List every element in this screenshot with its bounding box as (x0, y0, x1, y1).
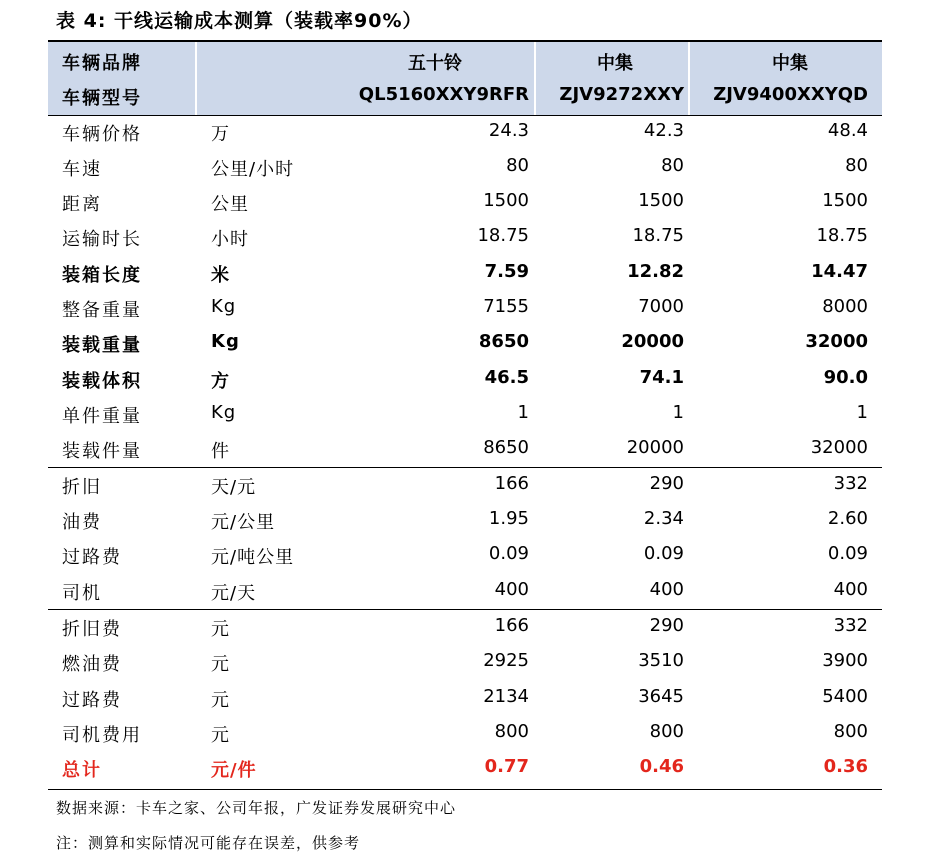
row-value-2: 74.1 (639, 367, 684, 388)
table-row (48, 397, 882, 432)
header-model-3: ZJV9400XXYQD (713, 84, 868, 105)
row-value-3: 5400 (822, 686, 868, 707)
row-value-1: 7155 (483, 296, 529, 317)
row-name: 司机费用 (62, 725, 142, 746)
table-row (48, 115, 882, 150)
row-value-2: 3510 (638, 650, 684, 671)
total-value-1: 0.77 (484, 756, 529, 777)
row-unit: 元 (211, 690, 230, 711)
header-model-2: ZJV9272XXY (559, 84, 684, 105)
row-unit: 公里/小时 (211, 159, 295, 180)
header-brand-label: 车辆品牌 (62, 53, 142, 74)
row-value-3: 2.60 (827, 508, 868, 529)
table-row (48, 256, 882, 291)
row-unit: 元/天 (211, 583, 257, 604)
row-value-3: 400 (833, 579, 868, 600)
row-unit: 公里 (211, 194, 249, 215)
table-row (48, 150, 882, 185)
row-name: 车速 (62, 159, 102, 180)
row-value-1: 24.3 (488, 120, 529, 141)
row-value-3: 1500 (822, 190, 868, 211)
row-unit: 小时 (211, 229, 249, 250)
row-value-3: 0.09 (827, 543, 868, 564)
row-value-1: 800 (494, 721, 529, 742)
row-value-2: 1 (672, 402, 684, 423)
row-unit: Kg (211, 296, 237, 317)
row-value-3: 80 (845, 155, 868, 176)
row-value-3: 18.75 (816, 225, 868, 246)
row-value-2: 18.75 (632, 225, 684, 246)
row-unit: 万 (211, 124, 230, 145)
row-unit: 元/公里 (211, 512, 276, 533)
row-value-2: 290 (649, 473, 684, 494)
row-name: 折旧 (62, 477, 102, 498)
table-row (48, 538, 882, 573)
row-value-3: 332 (833, 615, 868, 636)
total-value-2: 0.46 (639, 756, 684, 777)
row-unit: 件 (211, 441, 230, 462)
table-row (48, 468, 882, 503)
header-brand-3: 中集 (772, 53, 808, 74)
row-value-2: 42.3 (643, 120, 684, 141)
row-unit: 元 (211, 619, 230, 640)
row-name: 装载重量 (62, 335, 142, 356)
row-value-1: 2134 (483, 686, 529, 707)
row-value-3: 800 (833, 721, 868, 742)
row-value-1: 8650 (478, 331, 529, 352)
row-name: 运输时长 (62, 229, 142, 250)
table-row (48, 326, 882, 361)
row-value-3: 48.4 (827, 120, 868, 141)
row-name: 装载件量 (62, 441, 142, 462)
table-title: 表 4: 干线运输成本测算（装载率90%） (56, 10, 423, 32)
source-note: 数据来源：卡车之家、公司年报，广发证券发展研究中心 (56, 799, 457, 817)
header-brand-2: 中集 (597, 53, 633, 74)
row-value-3: 8000 (822, 296, 868, 317)
row-value-2: 0.09 (643, 543, 684, 564)
row-value-1: 0.09 (488, 543, 529, 564)
header-brand-1: 五十铃 (408, 53, 462, 74)
row-unit: 元/吨公里 (211, 547, 295, 568)
row-unit: Kg (211, 331, 240, 352)
row-value-3: 3900 (822, 650, 868, 671)
row-value-1: 166 (494, 473, 529, 494)
row-value-1: 46.5 (484, 367, 529, 388)
row-value-2: 2.34 (643, 508, 684, 529)
row-value-1: 1.95 (488, 508, 529, 529)
table-row (48, 503, 882, 538)
table-row (48, 681, 882, 716)
row-value-2: 7000 (638, 296, 684, 317)
row-name: 司机 (62, 583, 102, 604)
row-unit: 米 (211, 265, 230, 286)
row-unit: Kg (211, 402, 237, 423)
bottom-rule (48, 789, 882, 790)
table-row (48, 220, 882, 255)
row-value-2: 20000 (621, 331, 684, 352)
row-value-2: 3645 (638, 686, 684, 707)
total-value-3: 0.36 (823, 756, 868, 777)
row-name: 油费 (62, 512, 102, 533)
table-row (48, 291, 882, 326)
row-value-3: 1 (856, 402, 868, 423)
row-unit: 方 (211, 371, 230, 392)
row-value-3: 90.0 (823, 367, 868, 388)
row-value-1: 7.59 (484, 261, 529, 282)
row-name: 折旧费 (62, 619, 122, 640)
total-row (48, 751, 882, 786)
row-value-3: 332 (833, 473, 868, 494)
row-value-3: 32000 (810, 437, 868, 458)
row-value-1: 18.75 (477, 225, 529, 246)
table-row (48, 645, 882, 680)
header-divider (688, 42, 690, 115)
row-unit: 元 (211, 725, 230, 746)
row-unit: 元 (211, 654, 230, 675)
row-name: 整备重量 (62, 300, 142, 321)
header-model-1: QL5160XXY9RFR (358, 84, 529, 105)
row-name: 过路费 (62, 690, 122, 711)
table-row (48, 362, 882, 397)
row-value-1: 80 (506, 155, 529, 176)
header-divider (195, 42, 197, 115)
row-value-2: 400 (649, 579, 684, 600)
row-value-2: 80 (661, 155, 684, 176)
table-row (48, 716, 882, 751)
row-value-2: 290 (649, 615, 684, 636)
row-value-1: 166 (494, 615, 529, 636)
row-value-1: 1 (517, 402, 529, 423)
row-unit: 天/元 (211, 477, 257, 498)
row-value-2: 1500 (638, 190, 684, 211)
row-value-1: 8650 (483, 437, 529, 458)
row-name: 燃油费 (62, 654, 122, 675)
row-name: 车辆价格 (62, 124, 142, 145)
row-name: 距离 (62, 194, 102, 215)
row-value-1: 400 (494, 579, 529, 600)
total-unit: 元/件 (211, 760, 257, 781)
row-value-1: 2925 (483, 650, 529, 671)
header-model-label: 车辆型号 (62, 88, 142, 109)
header-divider (534, 42, 536, 115)
row-value-3: 14.47 (811, 261, 868, 282)
table-row (48, 185, 882, 220)
row-name: 装载体积 (62, 371, 142, 392)
disclaimer-note: 注：测算和实际情况可能存在误差，供参考 (56, 834, 361, 852)
row-value-1: 1500 (483, 190, 529, 211)
row-name: 单件重量 (62, 406, 142, 427)
row-value-2: 20000 (626, 437, 684, 458)
row-value-2: 800 (649, 721, 684, 742)
table-row (48, 610, 882, 645)
row-name: 过路费 (62, 547, 122, 568)
row-name: 装箱长度 (62, 265, 142, 286)
row-value-3: 32000 (805, 331, 868, 352)
table-row (48, 574, 882, 609)
row-value-2: 12.82 (627, 261, 684, 282)
total-label: 总计 (62, 760, 102, 781)
table-row (48, 432, 882, 467)
